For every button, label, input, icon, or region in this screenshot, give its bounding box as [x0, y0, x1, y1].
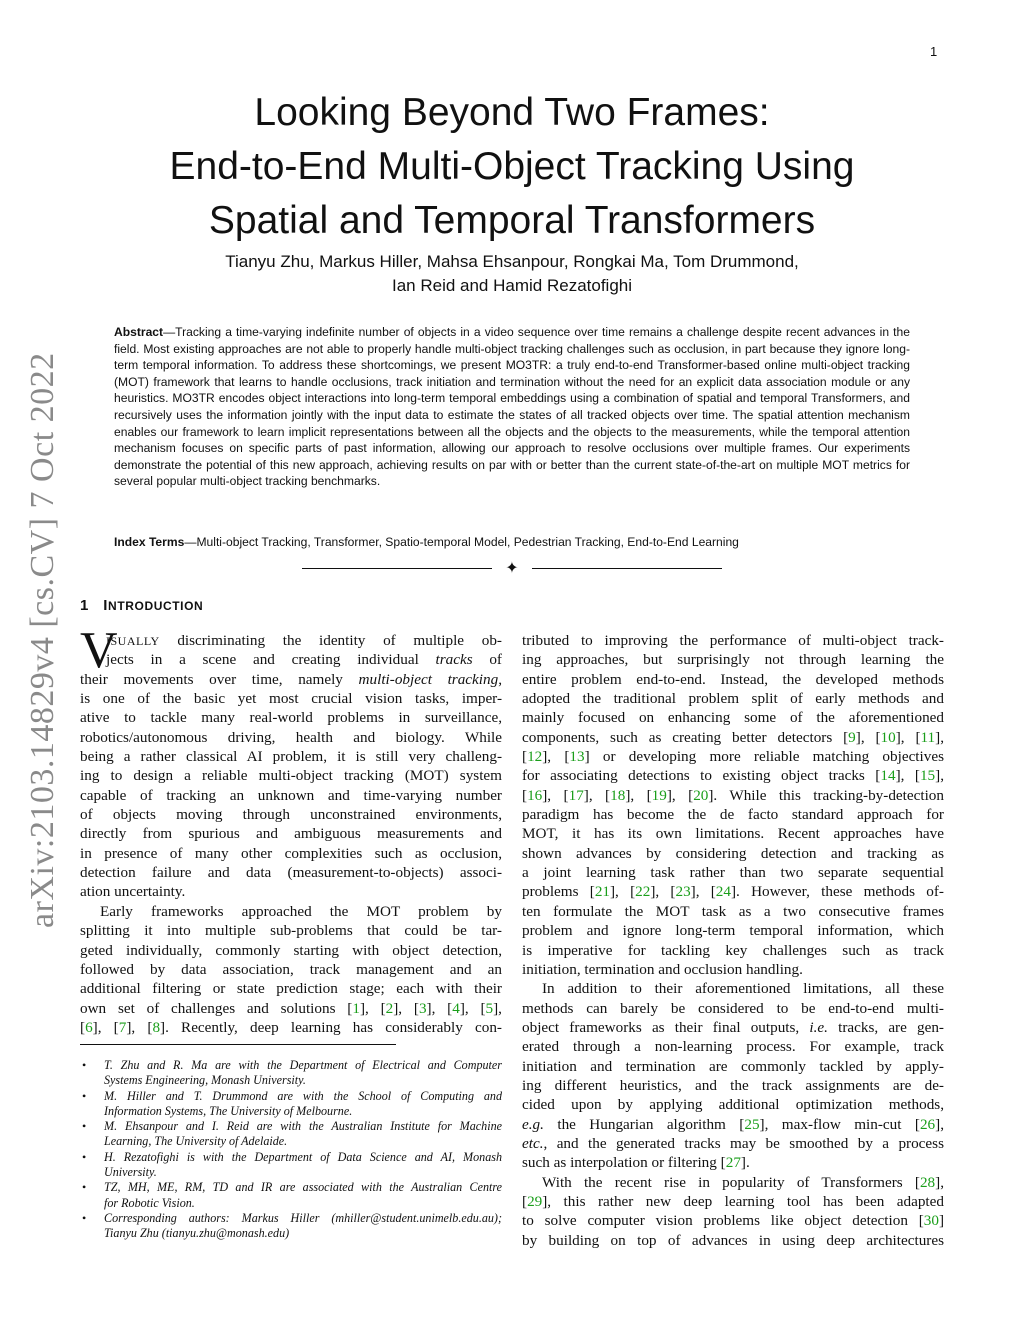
index-terms-label: Index Terms — [114, 535, 185, 549]
text-line: initiation and termination are commonly tackled by apply- — [522, 1057, 944, 1075]
author-list — [100, 250, 924, 298]
text-line: problems [21], [22], [23], [24]. However, these methods of- — [522, 883, 944, 901]
text-line: jects in a scene and creating individual tracks of — [106, 651, 502, 669]
text-line: by building on top of advances in using deep architectures — [522, 1231, 944, 1249]
text-line: components, such as creating better detectors [9], [10], [11], — [522, 728, 944, 746]
text-line: additional filtering or state prediction stage; each with their — [80, 980, 502, 998]
text-line: e.g. the Hungarian algorithm [25], max-flow min-cut [26], — [522, 1115, 944, 1133]
diamond-icon: ✦ — [505, 560, 519, 577]
text-line: MOT, it has its own limitations. Recent approaches have — [522, 825, 944, 843]
separator-line — [302, 568, 492, 569]
bullet-icon: • — [82, 1119, 87, 1134]
text-line: a joint learning task rather than two separate sequential — [522, 864, 944, 882]
footnote-item: • TZ, MH, ME, RM, TD and IR are associated with the Australian Centre for Robotic Vision. — [82, 1180, 502, 1210]
text-line: In addition to their aforementioned limitations, all these — [542, 980, 944, 998]
text-line: directly from spurious and ambiguous measurements and — [80, 825, 502, 843]
footnote-rule — [80, 1044, 396, 1045]
bullet-icon: • — [82, 1088, 87, 1103]
text-line: problem and ignore long-term temporal information, which — [522, 922, 944, 940]
paper-title — [100, 86, 924, 248]
text-line: methods can barely be considered to be end-to-end multi- — [522, 999, 944, 1017]
text-line: ation uncertainty. — [80, 883, 186, 901]
paragraph — [522, 979, 944, 1172]
arxiv-identifier: arXiv:2103.14829v4 [cs.CV] 7 Oct 2022 — [24, 352, 61, 928]
footnote-item: • T. Zhu and R. Ma are with the Department of Electrical and Computer Systems Engineering, Monash University. — [82, 1058, 502, 1088]
paragraph — [80, 902, 502, 1037]
footnote-item: • M. Ehsanpour and I. Reid are with the Australian Institute for Machine Learning, The University of Adelaide. — [82, 1119, 502, 1149]
text-line: splitting it into multiple sub-problems that could be tar- — [80, 922, 502, 940]
title-line: Spatial and Temporal Transformers — [208, 199, 816, 242]
text-line: capable of tracking an unknown and time-varying number — [80, 786, 502, 804]
text-line: ing approaches, but surprisingly not through learning the — [522, 651, 944, 669]
text-line: is one of the basic yet most crucial vision tasks, imper- — [80, 690, 502, 708]
paragraph — [80, 622, 502, 902]
bullet-icon: • — [82, 1058, 87, 1072]
text-line: ing to design a reliable multi-object tracking (MOT) system — [80, 767, 502, 785]
text-line: adopted the traditional problem split of early methods and — [522, 690, 944, 708]
bullet-icon: • — [82, 1180, 87, 1195]
index-terms — [114, 534, 910, 550]
text-line: With the recent rise in popularity of Transformers [28], — [542, 1173, 944, 1191]
text-line: shown advances by considering detection and tracking as — [522, 844, 944, 862]
footnotes — [80, 1058, 502, 1242]
bullet-icon: • — [82, 1210, 87, 1225]
text-line: robotics/autonomous driving, health and biology. While — [80, 728, 502, 746]
bullet-icon: • — [82, 1149, 87, 1164]
page-number: 1 — [930, 44, 938, 59]
text-line: own set of challenges and solutions [1], [2], [3], [4], [5], — [80, 999, 502, 1017]
text-line: ISUALLY discriminating the identity of multiple ob- — [106, 632, 502, 649]
right-column — [522, 631, 944, 1250]
text-line: paradigm has become the de facto standard approach for — [522, 806, 944, 824]
text-line: Early frameworks approached the MOT problem by — [100, 902, 502, 920]
text-line: initiation, termination and occlusion handling. — [522, 960, 803, 978]
author-line: Tianyu Zhu, Markus Hiller, Mahsa Ehsanpour, Rongkai Ma, Tom Drummond, — [225, 252, 799, 271]
text-line: detection failure and data (measurement-to-objects) associ- — [80, 864, 502, 882]
section-heading — [80, 597, 203, 614]
title-line: End-to-End Multi-Object Tracking Using — [169, 145, 855, 188]
text-line: their movements over time, namely multi-object tracking, — [80, 670, 502, 688]
footnote-item: • M. Hiller and T. Drummond are with the School of Computing and Information Systems, The University of Melbourne. — [82, 1088, 502, 1118]
text-line: being a rather classical AI problem, it is still very challeng- — [80, 748, 502, 766]
section-title-initial: I — [103, 597, 109, 614]
text-line: geted individually, commonly starting with object detection, — [80, 941, 502, 959]
paragraph — [522, 631, 944, 979]
abstract-text: —Tracking a time-varying indefinite number of objects in a video sequence over time remains a challenge despite recent advances in the field. Most existing approaches are not able to properly handle multi-object tracking challenges such as occlusion, in part because they ignore long-term temporal information. To address these shortcomings, we present MO3TR: a truly end-to-end Transformer-based online multi-object tracking (MOT) framework that learns to handle occlusions, track initiation and termination without the need for an explicit data association module or any heuristics. MO3TR encodes object interactions into long-term temporal embeddings using a combination of spatial and temporal Transformers, and recursively uses the information jointly with the input data to estimate the states of all tracked objects over time. The spatial attention mechanism enables our framework to learn implicit representations between all the objects and the objects to the measurements, while the temporal attention mechanism focuses on specific parts of past information, allowing our approach to resolve occlusions over multiple frames. Our experiments demonstrate the potential of this new approach, achieving results on par with or better than the current state-of-the-art on multiple MOT metrics for several popular multi-object tracking benchmarks. — [114, 325, 910, 489]
text-line: ative to tackle many real-world problems in surveillance, — [80, 709, 502, 727]
abstract-label: Abstract — [114, 325, 164, 339]
text-line: entire problem end-to-end. Instead, the developed methods — [522, 670, 944, 688]
section-separator — [302, 560, 722, 578]
section-number: 1 — [80, 597, 89, 614]
text-line: [6], [7], [8]. Recently, deep learning has considerably con- — [80, 1018, 502, 1036]
title-line: Looking Beyond Two Frames: — [254, 91, 770, 134]
text-line: object frameworks as their final outputs, i.e. tracks, are gen- — [522, 1018, 944, 1036]
author-line: Ian Reid and Hamid Rezatofighi — [391, 276, 633, 295]
text-line: is imperative for tackling key challenges such as track — [522, 941, 944, 959]
separator-line — [532, 568, 722, 569]
index-terms-text: —Multi-object Tracking, Transformer, Spatio-temporal Model, Pedestrian Tracking, End-to-End Learning — [184, 535, 739, 549]
drop-cap: V — [80, 622, 118, 679]
text-line: etc., and the generated tracks may be smoothed by a process — [522, 1134, 944, 1152]
text-line: [12], [13] or developing more reliable matching objectives — [522, 748, 944, 766]
text-line: erated through a non-learning process. For example, track — [522, 1038, 944, 1056]
text-line: [29], this rather new deep learning tool has been adapted — [522, 1192, 944, 1210]
text-line: for associating detections to existing object tracks [14], [15], — [522, 767, 944, 785]
footnote-item: • Corresponding authors: Markus Hiller (mhiller@student.unimelb.edu.au); Tianyu Zhu (tianyu.zhu@monash.edu) — [82, 1210, 502, 1241]
abstract — [114, 324, 910, 490]
text-line: ing different heuristics, and the track assignments are de- — [522, 1076, 944, 1094]
text-line: followed by data association, track management and an — [80, 960, 502, 978]
text-line: of objects moving through unconstrained environments, — [80, 806, 502, 824]
text-line: in presence of many other complexities such as occlusion, — [80, 844, 502, 862]
text-line: to solve computer vision problems like object detection [30] — [522, 1212, 944, 1230]
section-title-rest: NTRODUCTION — [108, 599, 204, 613]
text-line: tributed to improving the performance of multi-object track- — [522, 632, 944, 649]
paragraph — [522, 1173, 944, 1250]
text-line: ten formulate the MOT task as a two consecutive frames — [522, 902, 944, 920]
footnote-item: • H. Rezatofighi is with the Department of Data Science and AI, Monash University. — [82, 1149, 502, 1180]
text-line: cided upon by applying additional optimization methods, — [522, 1096, 944, 1114]
text-line: [16], [17], [18], [19], [20]. While this tracking-by-detection — [522, 786, 944, 804]
text-line: such as interpolation or filtering [27]. — [522, 1154, 750, 1172]
left-column — [80, 622, 502, 1037]
text-line: mainly focused on enhancing some of the aforementioned — [522, 709, 944, 727]
